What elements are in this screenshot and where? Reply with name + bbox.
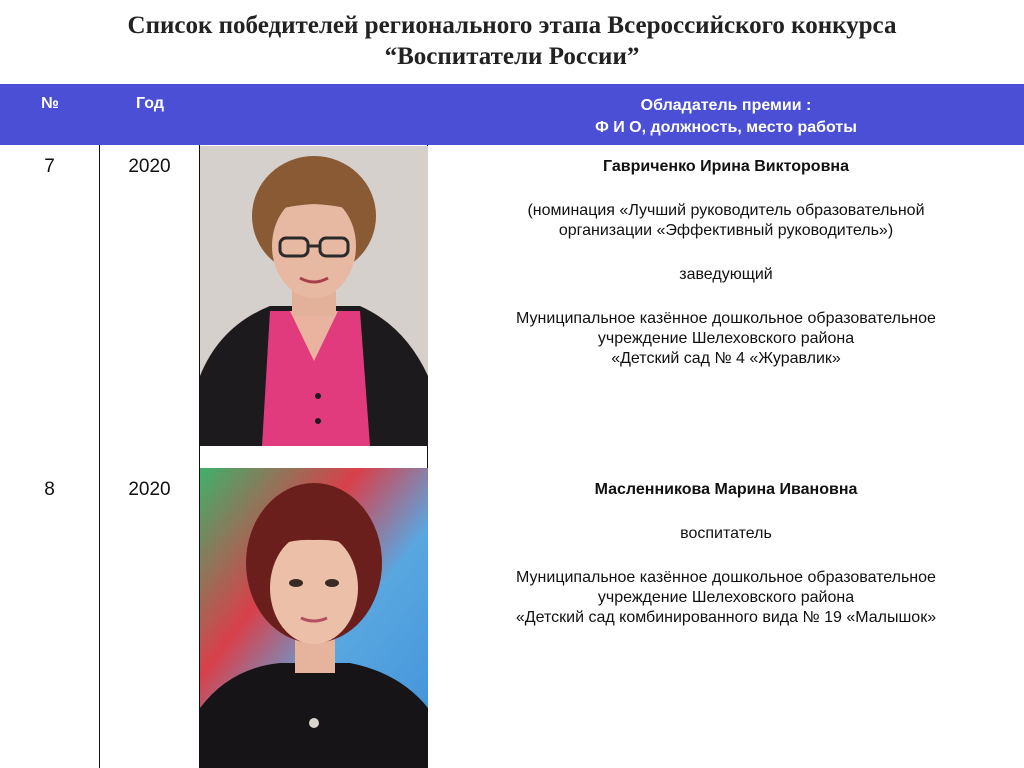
org-line-1: Муниципальное казённое дошкольное образовательное <box>516 310 936 327</box>
header-owner-line-1: Обладатель премии : <box>640 97 812 114</box>
org-line-2: учреждение Шелеховского района <box>597 330 855 347</box>
org-line-1: Муниципальное казённое дошкольное образовательное <box>516 569 936 586</box>
row-num: 7 <box>44 156 55 177</box>
header-owner <box>428 95 1024 139</box>
winner-name: Гавриченко Ирина Викторовна <box>603 158 849 175</box>
header-num: № <box>41 95 59 112</box>
winner-photo <box>200 146 428 446</box>
title-line-1: Список победителей регионального этапа Всероссийского конкурса <box>127 12 897 39</box>
org-line-3: «Детский сад № 4 «Журавлик» <box>611 350 841 367</box>
header-year: Год <box>136 95 164 112</box>
row-year: 2020 <box>128 479 171 500</box>
org-line-3: «Детский сад комбинированного вида № 19 «Малышок» <box>515 609 937 626</box>
winner-name: Масленникова Марина Ивановна <box>594 481 858 498</box>
nomination-line-1: (номинация «Лучший руководитель образовательной <box>527 202 925 219</box>
nomination-line-2: организации «Эффективный руководитель») <box>558 222 894 239</box>
winner-position: заведующий <box>679 266 773 283</box>
row-year: 2020 <box>128 156 171 177</box>
winner-info <box>428 157 1024 369</box>
header-owner-line-2: Ф И О, должность, место работы <box>595 119 857 136</box>
title-line-2: “Воспитатели России” <box>384 43 640 70</box>
column-divider <box>99 145 100 768</box>
row-num: 8 <box>44 479 55 500</box>
winner-position: воспитатель <box>680 525 772 542</box>
page-title <box>0 10 1024 72</box>
winner-info <box>428 480 1024 628</box>
winner-photo <box>200 468 428 768</box>
org-line-2: учреждение Шелеховского района <box>597 589 855 606</box>
table-header <box>0 84 1024 145</box>
